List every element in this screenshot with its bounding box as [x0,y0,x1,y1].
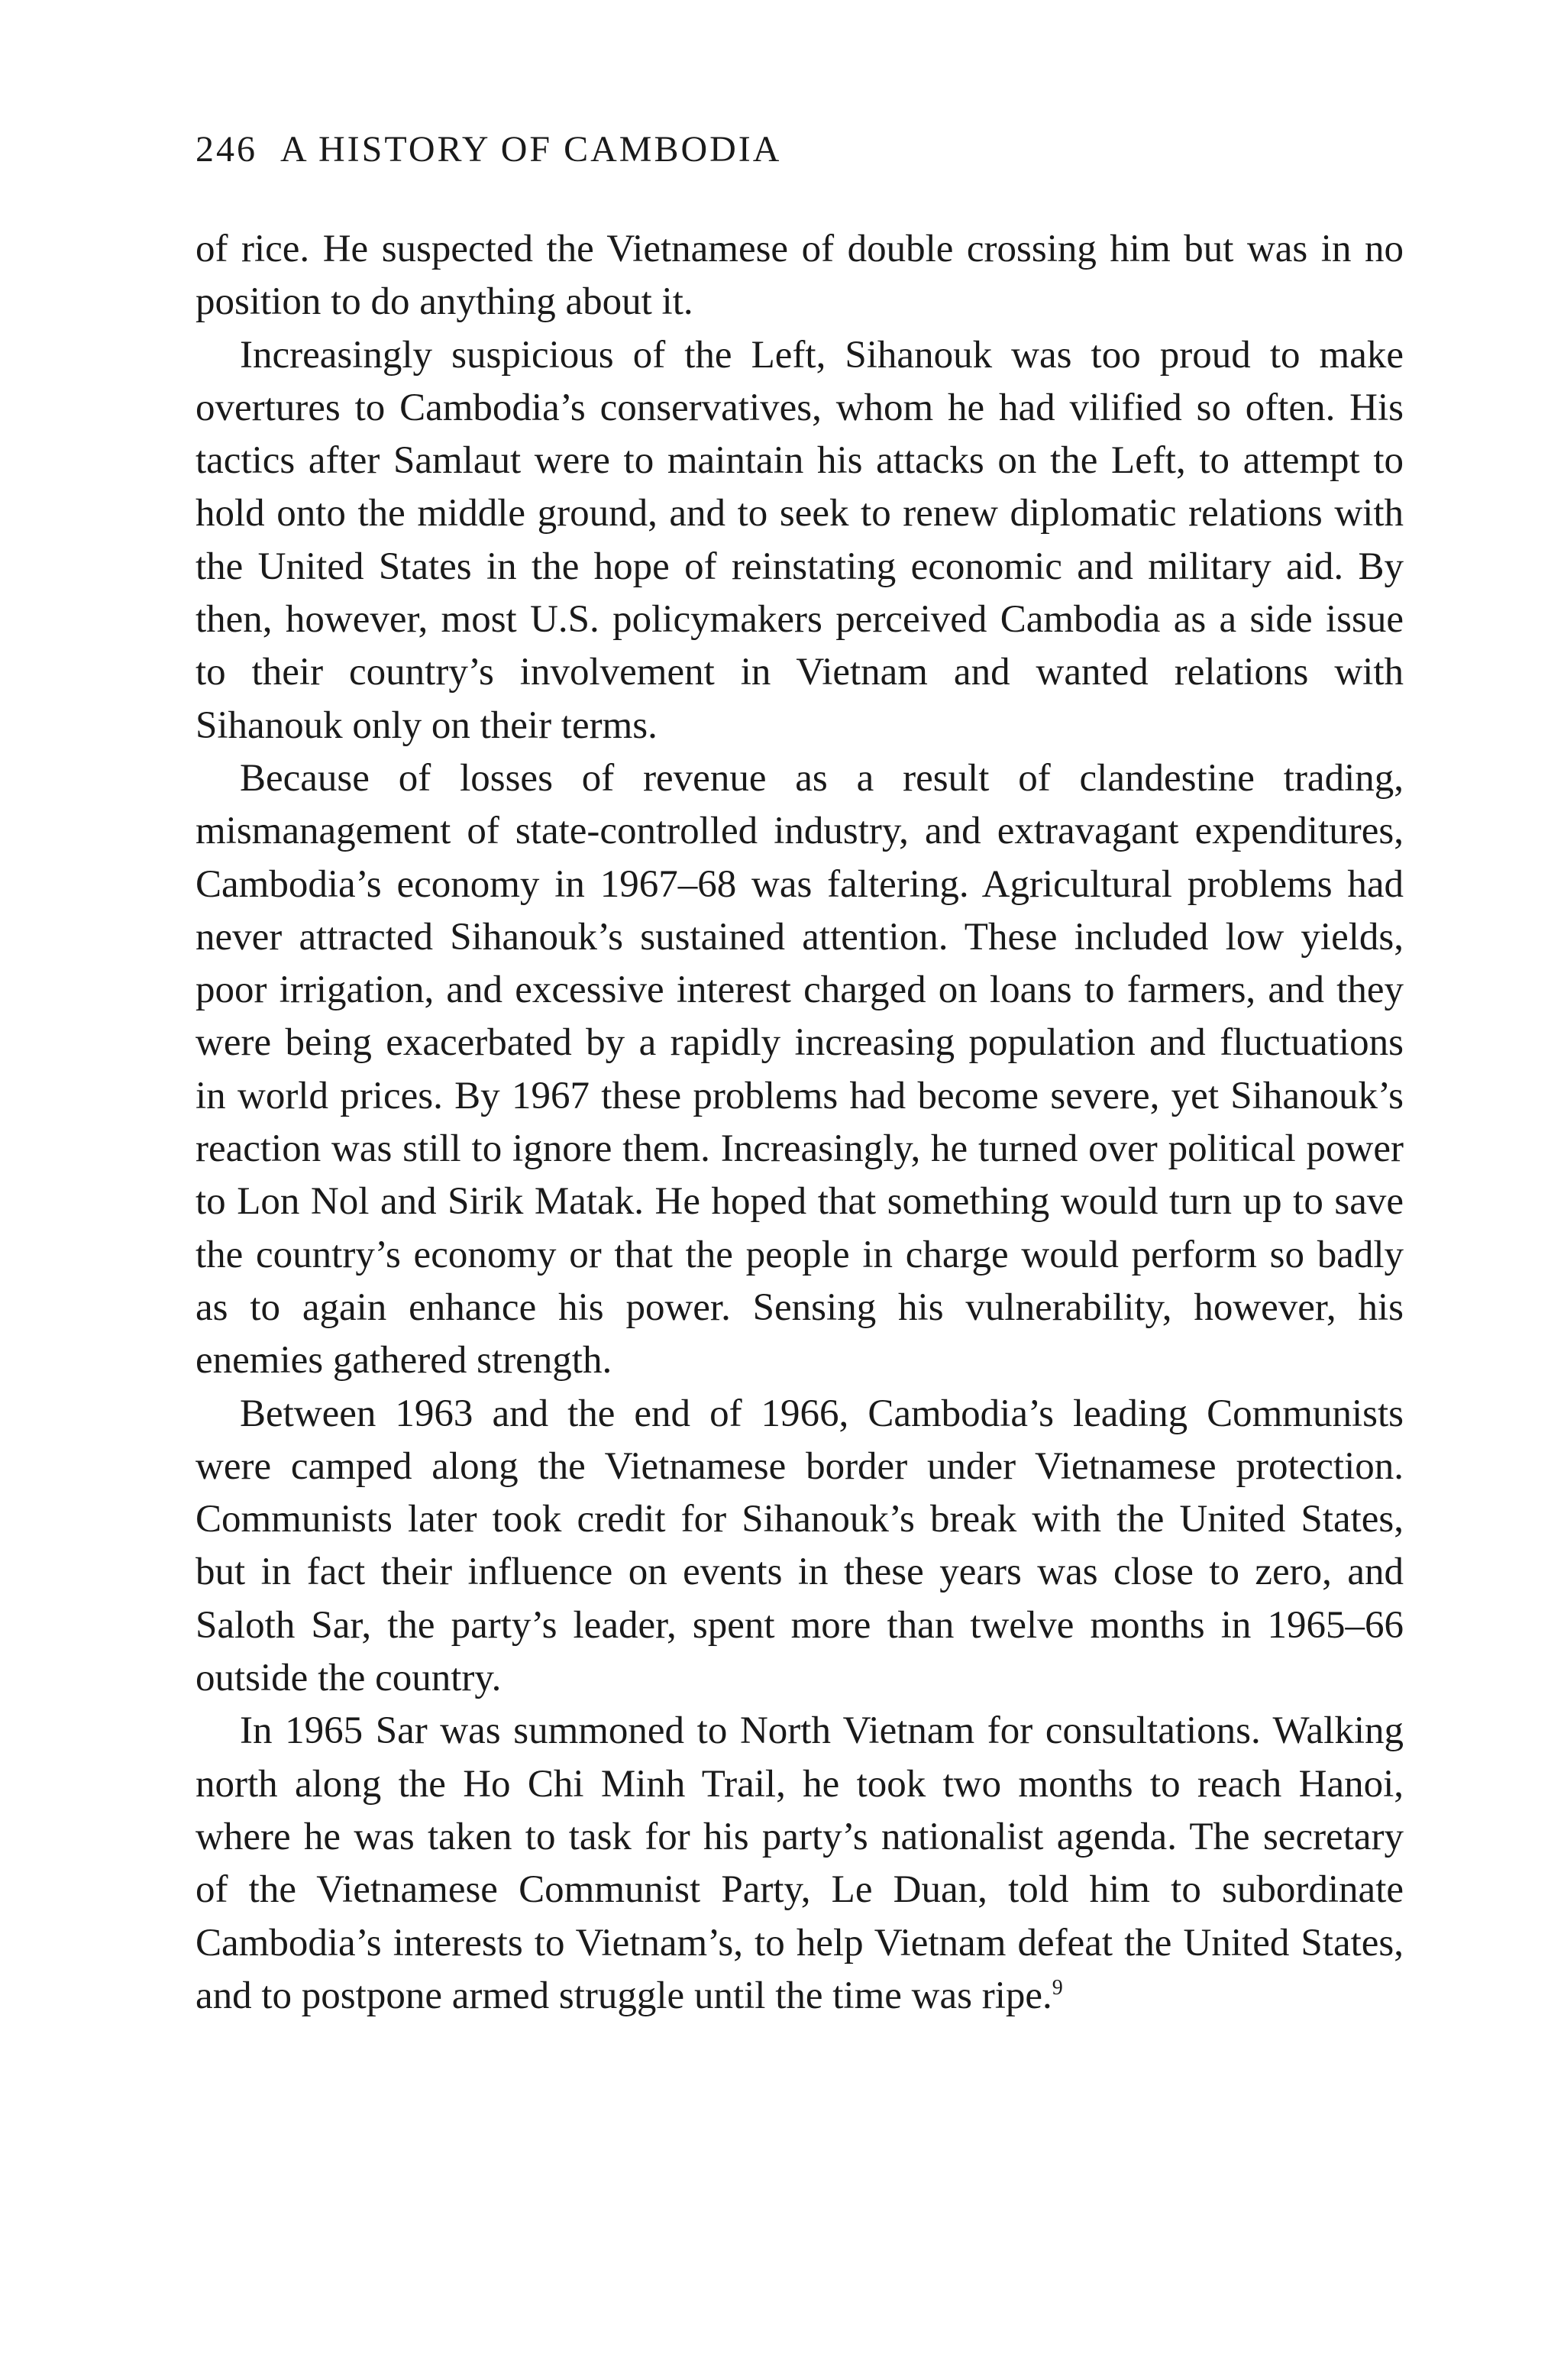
book-page [196,128,1404,2023]
paragraph-sar-hanoi-text: In 1965 Sar was summoned to North Vietnam for consultations. Walking north along the Ho Chi Minh Trail, he took two months to reach Hanoi, where he was taken to task for his party’s nationalist agenda. The secretary of the Vietnamese Communist Party, Le Duan, told him to subordinate Cambodia’s interests to Vietnam’s, to help Vietnam defeat the United States, and to postpone armed struggle until the time was ripe. [196,1709,1404,2017]
page-number: 246 [196,129,257,170]
paragraph-communists: Between 1963 and the end of 1966, Cambodia’s leading Communists were camped along the Vietnamese border under Vietnamese protection. Communists later took credit for Sihanouk’s break with the United States, but in fact their influence on events in these years was close to zero, and Saloth Sar, the party’s leader, spent more than twelve months in 1965–66 outside the country. [196,1392,1404,1700]
footnote-reference: 9 [1052,1975,1063,2000]
paragraph-sar-hanoi [196,1705,1404,2023]
running-head [196,128,1404,171]
paragraph-continued: of rice. He suspected the Vietnamese of double crossing him but was in no position to do anything about it. [196,228,1404,324]
running-title: A HISTORY OF CAMBODIA [280,129,782,170]
paragraph-sihanouk-left: Increasingly suspicious of the Left, Sihanouk was too proud to make overtures to Cambodia’s conservatives, whom he had vilified so often. His tactics after Samlaut were to maintain his attacks on the Left, to attempt to hold onto the middle ground, and to seek to renew diplomatic relations with the United States in the hope of reinstating economic and military aid. By then, however, most U.S. policymakers perceived Cambodia as a side issue to their country’s involvement in Vietnam and wanted relations with Sihanouk only on their terms. [196,333,1404,747]
paragraph-economy: Because of losses of revenue as a result of clandestine trading, mismanagement of state-controlled industry, and extravagant expenditures, Cambodia’s economy in 1967–68 was faltering. Agricultural problems had never attracted Sihanouk’s sustained attention. These included low yields, poor irrigation, and excessive interest charged on loans to farmers, and they were being exacerbated by a rapidly increasing population and fluctuations in world prices. By 1967 these problems had become severe, yet Sihanouk’s reaction was still to ignore them. Increasingly, he turned over political power to Lon Nol and Sirik Matak. He hoped that something would turn up to save the country’s economy or that the people in charge would perform so badly as to again enhance his power. Sensing his vulnerability, however, his enemies gathered strength. [196,756,1404,1382]
